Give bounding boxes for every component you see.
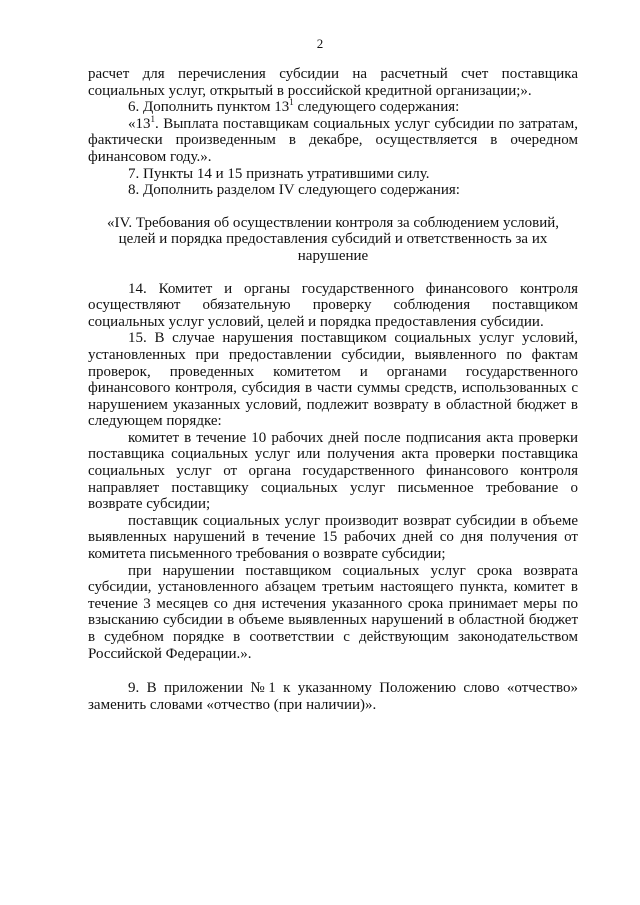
page-number: 2 [316, 36, 324, 51]
point-13-1-text: . Выплата поставщикам социальных услуг субсидии по затратам, фактически произведенным в декабре, осуществляется в очередном финансовом году.». [88, 115, 578, 165]
paragraph-item-8: 8. Дополнить разделом IV следующего содержания: [128, 182, 460, 199]
paragraph-item-7: 7. Пункты 14 и 15 признать утратившими силу. [128, 165, 430, 182]
paragraph-point-15: 15. В случае нарушения поставщиком социальных услуг условий, установленных при предоставлении субсидии, выявленного по фактам проверок, проведенных комитетом и органами государственного финансового контроля, субсидия в части суммы средств, использованных с нарушением указанных условий, подлежит возврату в областной бюджет в следующем порядке: [88, 330, 578, 430]
section-heading: «IV. Требования об осуществлении контроля за соблюдением условий, целей и порядка предоставления субсидий и ответственность за их нарушение [106, 214, 560, 264]
paragraph-point-13-1 [88, 113, 578, 166]
paragraph-point-14: 14. Комитет и органы государственного финансового контроля осуществляют обязательную проверку соблюдения поставщиком социальных услуг условий, целей и порядка предоставления субсидии. [88, 280, 578, 330]
point-13-1-superscript: 1 [150, 113, 155, 124]
paragraph-item-6 [88, 99, 578, 116]
paragraph-continuation: расчет для перечисления субсидии на расчетный счет поставщика социальных услуг, открытый в российской кредитной организации;». [88, 66, 578, 99]
paragraph-subpoint-2: поставщик социальных услуг производит возврат субсидии в объеме выявленных нарушений в течение 15 рабочих дней со дня получения от комитета письменного требования о возврате субсидии; [88, 512, 578, 563]
paragraph-subpoint-1: комитет в течение 10 рабочих дней после подписания акта проверки поставщика социальных услуг или получения акта проверки поставщика социальных услуг от органа государственного финансового контроля направляет поставщику социальных услуг письменное требование о возврате субсидии; [88, 429, 578, 513]
paragraph-item-9: 9. В приложении №1 к указанному Положению слово «отчество» заменить словами «отчество (при наличии)». [88, 680, 578, 713]
point-13-1-start: «13 [128, 115, 151, 132]
item-6-text: 6. Дополнить пунктом 13 [128, 99, 290, 116]
item-6-superscript: 1 [289, 97, 294, 108]
paragraph-subpoint-3: при нарушении поставщиком социальных услуг срока возврата субсидии, установленного абзацем третьим настоящего пункта, комитет в течение 3 месяцев со дня истечения указанного срока принимает меры по взысканию субсидии в объеме выявленных нарушений в областной бюджет в судебном порядке в соответствии с действующим законодательством Российской Федерации.». [88, 562, 578, 662]
document-body [88, 66, 578, 713]
item-6-text-end: следующего содержания: [293, 99, 460, 116]
